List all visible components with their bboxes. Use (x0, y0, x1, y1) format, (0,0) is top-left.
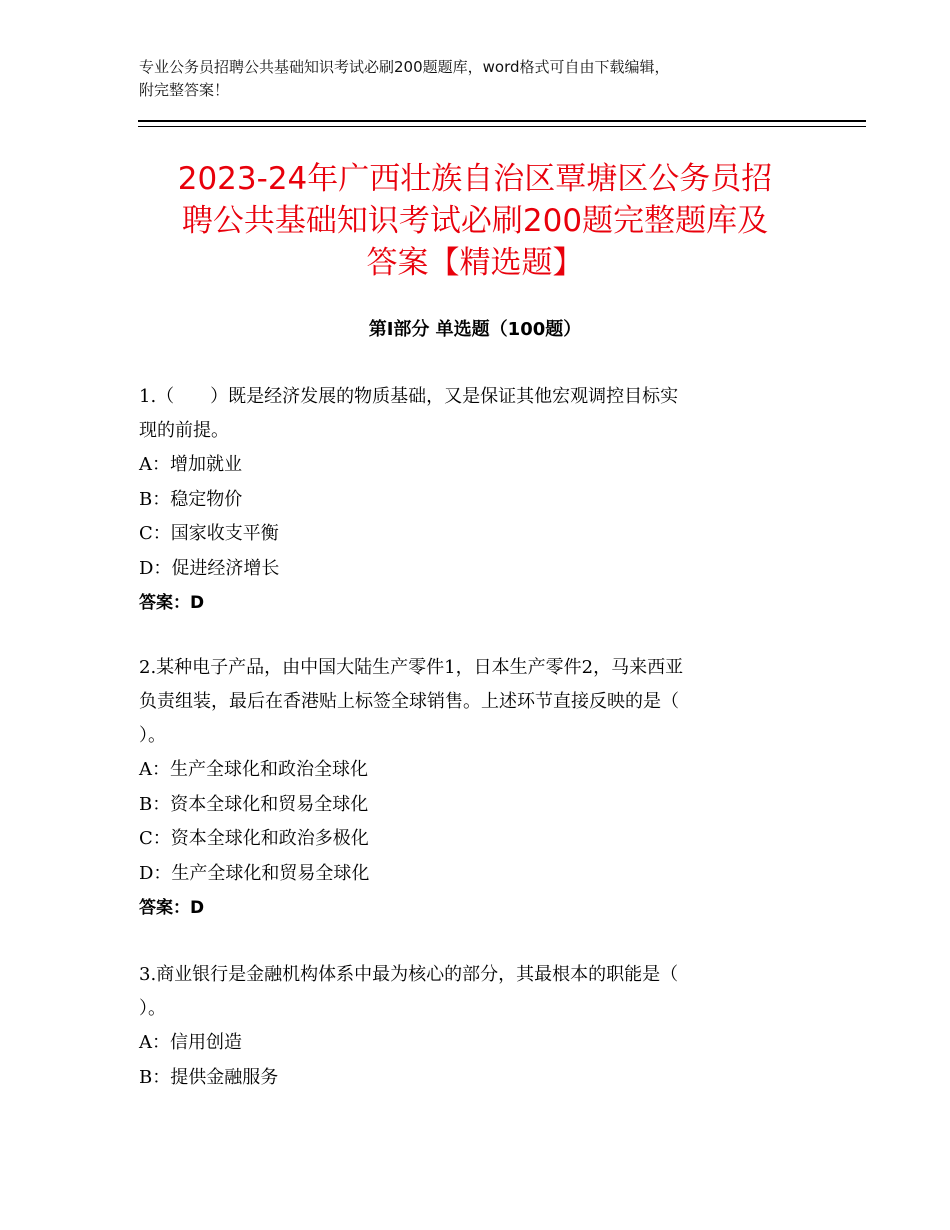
question-stem-line: 3.商业银行是金融机构体系中最为核心的部分，其最根本的职能是（ (139, 964, 679, 985)
title-line: 2023-24年广西壮族自治区覃塘区公务员招 (177, 161, 773, 197)
option-a: A：增加就业 (139, 454, 242, 475)
answer: 答案：D (139, 593, 205, 613)
option-a: A：生产全球化和政治全球化 (139, 759, 368, 780)
question-2 (139, 651, 819, 925)
question-stem (139, 958, 819, 1026)
header-note-line: 专业公务员招聘公共基础知识考试必刷200题题库，word格式可自由下载编辑， (139, 58, 670, 76)
option-b: B：提供金融服务 (139, 1066, 279, 1088)
question-stem-line: 1.（ ）既是经济发展的物质基础，又是保证其他宏观调控目标实 (139, 386, 679, 407)
question-stem-line: ）。 (139, 998, 166, 1019)
question-stem-line: 现的前提。 (139, 420, 229, 441)
option-a: A：信用创造 (139, 1032, 242, 1053)
question-1 (139, 380, 819, 620)
question-3 (139, 958, 819, 1095)
answer: 答案：D (139, 898, 205, 918)
question-stem-line: ）。 (139, 725, 166, 746)
title-line: 聘公共基础知识考试必刷200题完整题库及 (181, 203, 769, 239)
option-c: C：国家收支平衡 (139, 523, 279, 544)
document-title (120, 158, 830, 284)
header-note (139, 56, 799, 102)
question-stem-line: 负责组装，最后在香港贴上标签全球销售。上述环节直接反映的是（ (139, 691, 679, 712)
header-note-line: 附完整答案！ (139, 81, 230, 99)
option-d: D：促进经济增长 (139, 557, 280, 579)
header-rule-thick (138, 120, 866, 122)
option-d: D：生产全球化和贸易全球化 (139, 862, 370, 884)
title-line: 答案【精选题】 (366, 245, 584, 281)
question-stem (139, 380, 819, 448)
option-b: B：资本全球化和贸易全球化 (139, 793, 369, 815)
section-heading: 第Ⅰ部分 单选题（100题） (368, 319, 582, 340)
question-stem-line: 2.某种电子产品，由中国大陆生产零件1，日本生产零件2，马来西亚 (139, 657, 684, 678)
option-b: B：稳定物价 (139, 488, 243, 510)
option-c: C：资本全球化和政治多极化 (139, 828, 369, 849)
header-rule-thin (138, 126, 866, 127)
question-stem (139, 651, 819, 753)
